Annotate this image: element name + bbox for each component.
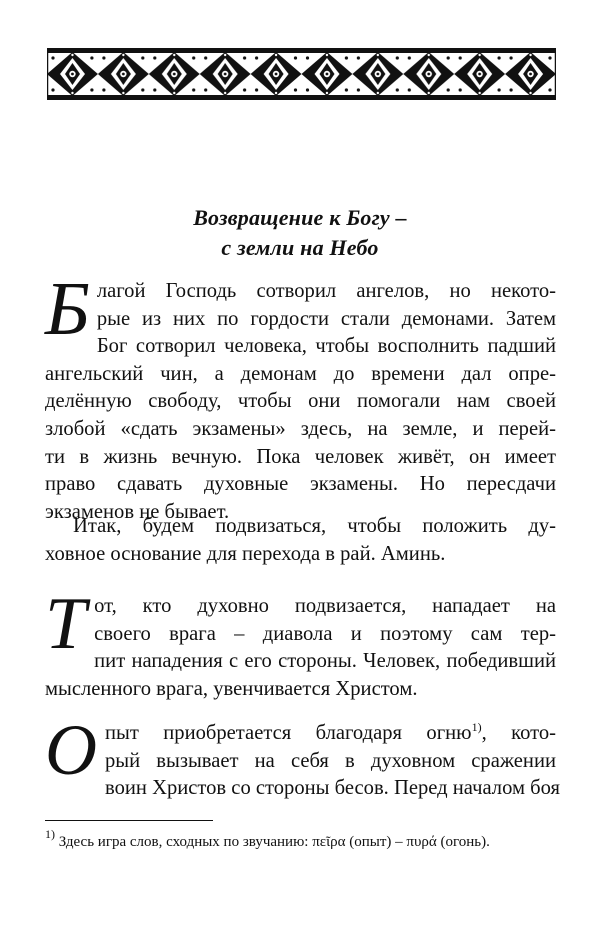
footnote-text: Здесь игра слов, сходных по звучанию: πεῖρα (опыт) – πυρά (огонь).: [55, 834, 490, 850]
footnote-marker: 1): [45, 827, 55, 841]
paragraph-2: [45, 513, 556, 568]
paragraph-text: , кото-: [481, 722, 556, 744]
paragraph-line: мысленного врага, увенчивается Христом.: [45, 677, 418, 700]
paragraph-line-first: [45, 720, 556, 748]
dropcap-t: Т: [45, 583, 87, 665]
paragraph-line: злобой «сдать экзамены» здесь, на земле, и перей-: [45, 417, 556, 440]
paragraph-1: [45, 267, 556, 526]
paragraph-line: своего врага – диавола и поэтому сам тер-: [94, 622, 556, 645]
paragraph-line: лагой Господь сотворил ангелов, но некото-: [96, 280, 556, 302]
paragraph-3: [45, 583, 556, 703]
section-title: [40, 203, 560, 263]
footnote: [45, 827, 556, 854]
paragraph-line: Бог сотворил человека, чтобы восполнить падший: [96, 335, 556, 358]
paragraph-line: Итак, будем подвизаться, чтобы положить ду-: [73, 515, 556, 537]
paragraph-line: пит нападения с его стороны. Человек, победивший: [94, 650, 556, 673]
paragraph-line: рые из них по гордости стали демонами. Затем: [96, 307, 556, 330]
decorative-ornament-border: [47, 48, 556, 100]
paragraph-4: [45, 710, 561, 803]
paragraph-line: делённую свободу, чтобы они помогали нам своей: [45, 390, 556, 413]
paragraph-line: право сдавать духовные экзамены. Но пересдачи: [45, 473, 556, 496]
dropcap-b: Б: [45, 267, 90, 351]
paragraph-line: ховное основание для перехода в рай. Аминь.: [45, 542, 446, 565]
footnote-reference: 1): [471, 720, 482, 734]
paragraph-line: экзаменов не бывает.: [45, 500, 230, 523]
paragraph-line: рый вызывает на себя в духовном сражении: [105, 749, 556, 772]
paragraph-text: пыт приобретается благодаря огню: [105, 722, 472, 744]
footnote-divider: [45, 820, 213, 821]
paragraph-line: от, кто духовно подвизается, нападает на: [94, 595, 556, 617]
title-line-1: Возвращение к Богу –: [193, 205, 407, 230]
paragraph-line: воин Христов со стороны бесов. Перед началом боя: [105, 777, 561, 800]
title-line-2: с земли на Небо: [221, 235, 379, 260]
paragraph-line: ангельский чин, а демонам до времени дал опре-: [45, 362, 556, 385]
paragraph-line: ти в жизнь вечную. Пока человек живёт, он имеет: [45, 445, 556, 468]
dropcap-o: О: [45, 710, 97, 790]
